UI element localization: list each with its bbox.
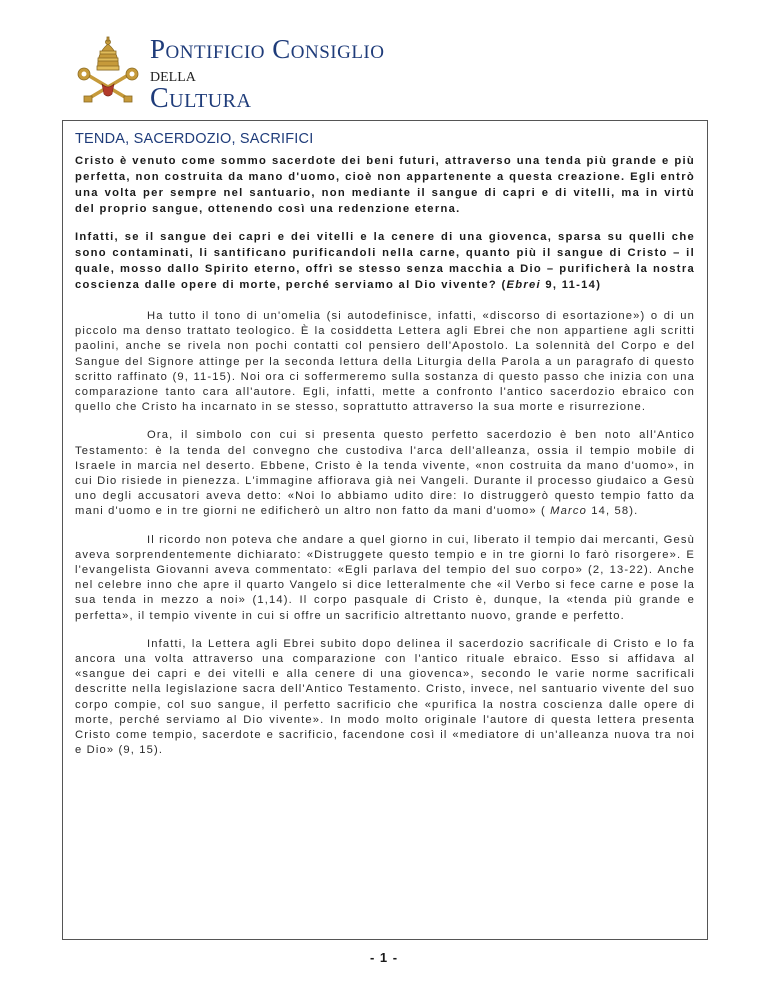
article-frame xyxy=(62,120,708,940)
body-paragraph-2 xyxy=(75,428,695,519)
body-paragraph-2-ref-book: Marco xyxy=(550,505,587,518)
org-line-1: Pontificio Consiglio xyxy=(150,34,385,64)
scripture-lead-2 xyxy=(75,229,695,293)
org-line-2: della xyxy=(150,64,196,86)
article-title: TENDA, SACERDOZIO, SACRIFICI xyxy=(75,131,314,147)
papal-keys-emblem-icon xyxy=(72,36,144,108)
organization-name xyxy=(150,36,384,113)
scripture-reference: (Ebrei 9, 11-14) xyxy=(501,279,602,291)
page-number: - 1 - xyxy=(369,950,399,965)
body-paragraph-2-text: Ora, il simbolo con cui si presenta questo perfetto sacerdozio è ben noto all'Antico Testamento: è la tenda del convegno che custodiva l'arca dell'alleanza, ossia il tempio mobile di Israele in marcia nel deserto. Ebbene, Cristo è la tenda vivente, «non costruita da mano d'uomo», in cui Dio risiede in pienezza. L'immagine affiorava già nei Vangeli. Durante il processo giudaico a Gesù uno degli accusatori aveva detto: «Noi lo abbiamo udito dire: Io distruggerò questo tempio fatto da mani d'uomo e in tre giorni ne edificherò un altro non fatto da mani d'uomo» ( xyxy=(75,429,695,518)
scripture-reference-verse: 9, 11-14 xyxy=(545,279,597,291)
body-paragraph-1: Ha tutto il tono di un'omelia (si autodefinisce, infatti, «discorso di esortazione») o di un piccolo ma denso trattato teologico. È la cosiddetta Lettera agli Ebrei che non appartiene agli scritti paolini, anche se rivela non pochi contatti col pensiero dell'Apostolo. La solennità del Corpo e del Sangue del Signore attinge per la seconda lettura della Liturgia della Parola a un paragrafo di questo scritto raffinato (9, 11-15). Noi ora ci soffermeremo sulla sostanza di questo passo che inizia con una comparazione tanto cara all'autore. Egli, infatti, mette a confronto l'antico sacerdozio ebraico con quello che Cristo ha incarnato in se stesso, soprattutto attraverso la sua morte e risurrezione. xyxy=(75,310,695,414)
scripture-reference-book: Ebrei xyxy=(506,279,541,291)
body-paragraph-4: Infatti, la Lettera agli Ebrei subito dopo delinea il sacerdozio sacrificale di Cristo e lo fa ancora una volta attraverso una comparazione con l'antico rituale ebraico. Esso si affidava al «sangue dei capri e dei vitelli e alla cenere di una giovenca», secondo le varie norme sacrificali descritte nella legislazione sacra dell'Antico Testamento. Cristo, invece, nel santuario vivente del suo corpo compie, col suo sangue, il perfetto sacrificio che «purifica la nostra coscienza dalle opere di morte, perché serviamo al Dio vivente». In modo molto originale l'autore di questa lettera presenta Cristo come tempio, sacerdote e sacrificio, facendone così il «mediatore di un'alleanza nuova tra noi e Dio» (9, 15). xyxy=(75,637,695,757)
scripture-lead-1: Cristo è venuto come sommo sacerdote dei beni futuri, attraverso una tenda più grande e più perfetta, non costruita da mano d'uomo, cioè non appartenente a questa creazione. Egli entrò una volta per sempre nel santuario, non mediante il sangue di capri e di vitelli, ma in virtù del proprio sangue, ottenendo così una redenzione eterna. xyxy=(75,155,695,215)
header xyxy=(72,36,572,114)
org-line-3: Cultura xyxy=(150,83,252,114)
body-paragraph-3: Il ricordo non poteva che andare a quel giorno in cui, liberato il tempio dai mercanti, Gesù aveva sorprendentemente dichiarato: «Distruggete questo tempio e in tre giorni lo farò risorgere». E l'evangelista Giovanni aveva commentato: «Egli parlava del tempio del suo corpo» (2, 13-22). Anche nel celebre inno che apre il quarto Vangelo si dice letteralmente che «il Verbo si fece carne e pose la sua tenda in mezzo a noi» (1,14). Il corpo pasquale di Cristo è, dunque, la «tenda più grande e perfetta», il tempio vivente in cui si offre un sacrificio altrettanto nuovo, grande e perfetto. xyxy=(75,533,695,622)
scripture-lead-2-text: Infatti, se il sangue dei capri e dei vitelli e la cenere di una giovenca, sparsa su quelli che sono contaminati, li santificano purificandoli nella carne, quanto più il sangue di Cristo – il quale, mosso dallo Spirito eterno, offrì se stesso senza macchia a Dio – purificherà la nostra coscienza dalle opere di morte, perché serviamo al Dio vivente? xyxy=(75,231,695,291)
body-paragraph-2-ref-tail: 14, 58). xyxy=(586,505,639,518)
